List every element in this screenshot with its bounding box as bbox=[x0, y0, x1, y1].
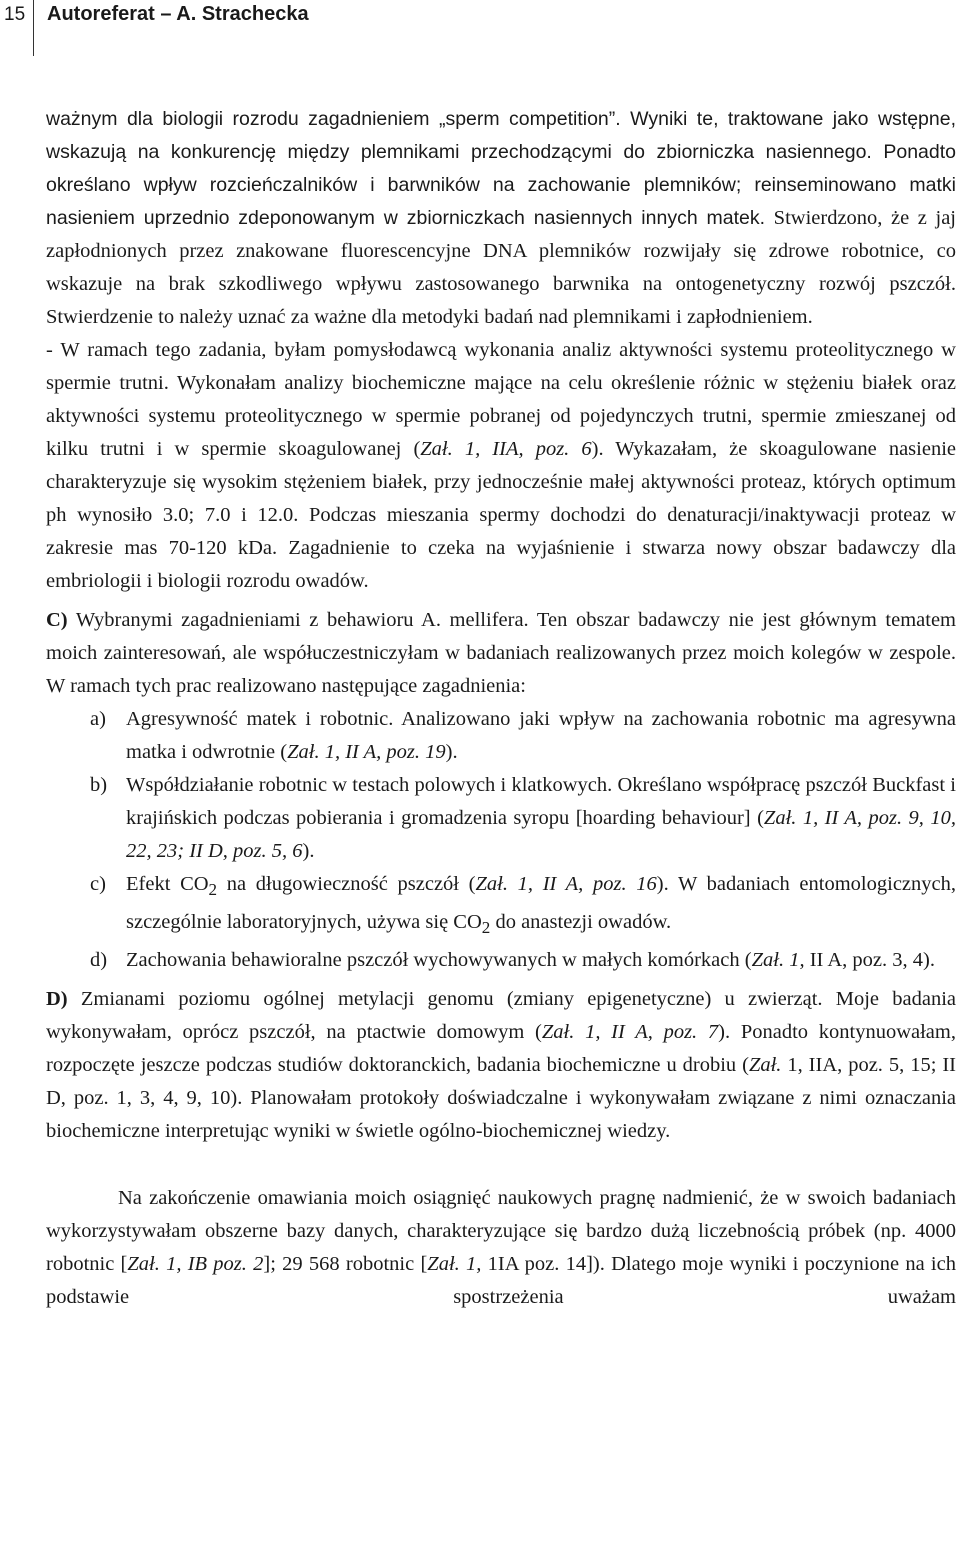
reference: Zał. 1, II A, poz. 7 bbox=[541, 1021, 719, 1044]
paragraph-text: - W ramach tego zadania, byłam pomysłodawcą wykonania analiz aktywności systemu proteolitycznego w spermie trutni. Wykonałam analizy biochemiczne mające na celu określenie różnic w stężeniu białek oraz aktywności systemu proteolitycznego w spermie pobranej od pojedynczych trutni, spermie zmieszanej od kilku trutni i w spermie skoagulowanej ( bbox=[46, 339, 956, 460]
list-item bbox=[46, 868, 956, 944]
list-item-label: a) bbox=[90, 708, 106, 730]
list-item-text: ). bbox=[445, 741, 458, 763]
list-item-label: c) bbox=[90, 873, 106, 895]
closing-paragraph bbox=[46, 1182, 956, 1314]
list-item-text: ). bbox=[302, 840, 315, 862]
list-item-text: II A, poz. 3, 4). bbox=[804, 949, 935, 972]
page-header bbox=[0, 0, 960, 56]
paragraph-proteolytic bbox=[46, 334, 956, 598]
reference: Zał. 1, II A, poz. 16 bbox=[475, 873, 657, 895]
paragraph-text: ). Wykazałam, że skoagulowane nasienie charakteryzuje się wysokim stężeniem białek, przy jednocześnie małej aktywności proteaz, których optimum ph wynosiło 3.0; 7.0 i 12.0. Podczas mieszania spermy dochodzi do denaturacji/inaktywacji proteaz w zakresie mas 70-120 kDa. Zagadnienie to czeka na wyjaśnienie i stwarza nowy obszar badawczy dla embriologii i biologii rozrodu owadów. bbox=[46, 438, 956, 592]
list-item-text: Współdziałanie robotnic w testach polowych i klatkowych. Określano współpracę pszczół Buckfast i krajińskich podczas pobierania i gromadzenia syropu [hoarding behaviour] ( bbox=[126, 774, 956, 829]
paragraph-sperm-competition bbox=[46, 103, 956, 334]
list-item-text: na długowieczność pszczół ( bbox=[217, 873, 476, 895]
reference: Zał. 1, bbox=[751, 949, 805, 972]
paragraph-text: ważnym dla biologii rozrodu zagadnieniem „sperm competition”. Wyniki te, traktowane jako wstępne, wskazują na konkurencję między plemnikami przechodzącymi do zbiorniczka nasiennego. Ponadto określano wpływ rozcieńczalników i barwników na zachowanie plemników; reinseminowano matki nasieniem uprzednio zdeponowanym w zbiorniczkach nasiennych innych matek. bbox=[46, 108, 956, 229]
paragraph-text: ). Ponadto kontynuowałam, rozpoczęte jeszcze podczas studiów doktoranckich, badania biochemiczne u drobiu ( bbox=[46, 1021, 956, 1077]
paragraph-text: 1IA poz. 14]). Dlatego moje wyniki i poczynione na ich podstawie spostrzeżenia uważam bbox=[46, 1253, 956, 1309]
list-item-text: Zachowania behawioralne pszczół wychowywanych w małych komórkach ( bbox=[126, 949, 752, 972]
list-item bbox=[46, 944, 956, 977]
subscript: 2 bbox=[208, 880, 218, 900]
list-item-label: b) bbox=[90, 774, 108, 796]
section-d-paragraph bbox=[46, 983, 956, 1148]
section-letter: D) bbox=[46, 988, 68, 1011]
reference: Zał. 1, II A, poz. 9, 10, 22, 23; II D, poz. 5, 6 bbox=[126, 807, 957, 862]
list-item bbox=[46, 703, 956, 769]
paragraph-text: Stwierdzono, że z jaj zapłodnionych przez znakowane fluorescencyjne DNA plemników rozwijały się zdrowe robotnice, co wskazuje na brak szkodliwego wpływu zastosowanego barwnika na ontogenetyczny rozwój pszczół. Stwierdzenie to należy uznać za ważne dla metodyki badań nad plemnikami i zapłodnieniem. bbox=[46, 207, 956, 328]
section-c-heading-paragraph bbox=[46, 604, 956, 703]
header-title: Autoreferat – A. Strachecka bbox=[47, 3, 309, 25]
reference: Zał. 1, IB poz. 2 bbox=[127, 1253, 264, 1276]
list-item-label: d) bbox=[90, 949, 108, 972]
reference: Zał. bbox=[748, 1054, 782, 1077]
list-item-text: Efekt CO bbox=[126, 873, 209, 895]
list-item bbox=[46, 769, 956, 868]
list-item-text: do anastezji owadów. bbox=[490, 911, 672, 934]
paragraph-text: Zmianami poziomu ogólnej metylacji genomu (zmiany epigenetyczne) u zwierząt. Moje badania wykonywałam, oprócz pszczół, na ptactwie domowym ( bbox=[46, 988, 956, 1044]
paragraph-text: Na zakończenie omawiania moich osiągnięć naukowych pragnę nadmienić, że w swoich badaniach wykorzystywałam obszerne bazy danych, charakteryzujące się bardzo dużą liczebnością próbek (np. 4000 robotnic [ bbox=[46, 1187, 956, 1276]
list-item-text: Agresywność matek i robotnic. Analizowano jaki wpływ na zachowania robotnic ma agresywna matka i odwrotnie ( bbox=[126, 708, 956, 763]
paragraph-text: 1, IIA, poz. 5, 15; II D, poz. 1, 3, 4, 9, 10). Planowałam protokoły doświadczalne i wykonywałam związane z nimi oznaczania biochemiczne interpretując wyniki w świetle ogólno-biochemicznej wiedzy. bbox=[46, 1054, 956, 1143]
page-number: 15 bbox=[4, 4, 26, 25]
subscript: 2 bbox=[481, 918, 491, 938]
reference: Zał. 1, IIA, poz. 6 bbox=[420, 438, 592, 460]
document-body bbox=[46, 103, 956, 1314]
paragraph-text: ]; 29 568 robotnic [ bbox=[263, 1253, 428, 1276]
reference: Zał. 1, II A, poz. 19 bbox=[287, 741, 446, 763]
reference: Zał. 1, bbox=[427, 1253, 482, 1276]
header-divider bbox=[33, 0, 34, 56]
paragraph-text: Wybranymi zagadnieniami z behawioru A. mellifera. Ten obszar badawczy nie jest głównym tematem moich zainteresowań, ale współuczestniczyłam w badaniach realizowanych przez moich kolegów w zespole. W ramach tych prac realizowano następujące zagadnienia: bbox=[46, 609, 956, 697]
list-item-text: ). W badaniach entomologicznych, szczególnie laboratoryjnych, używa się CO bbox=[126, 873, 956, 934]
section-letter: C) bbox=[46, 609, 68, 631]
